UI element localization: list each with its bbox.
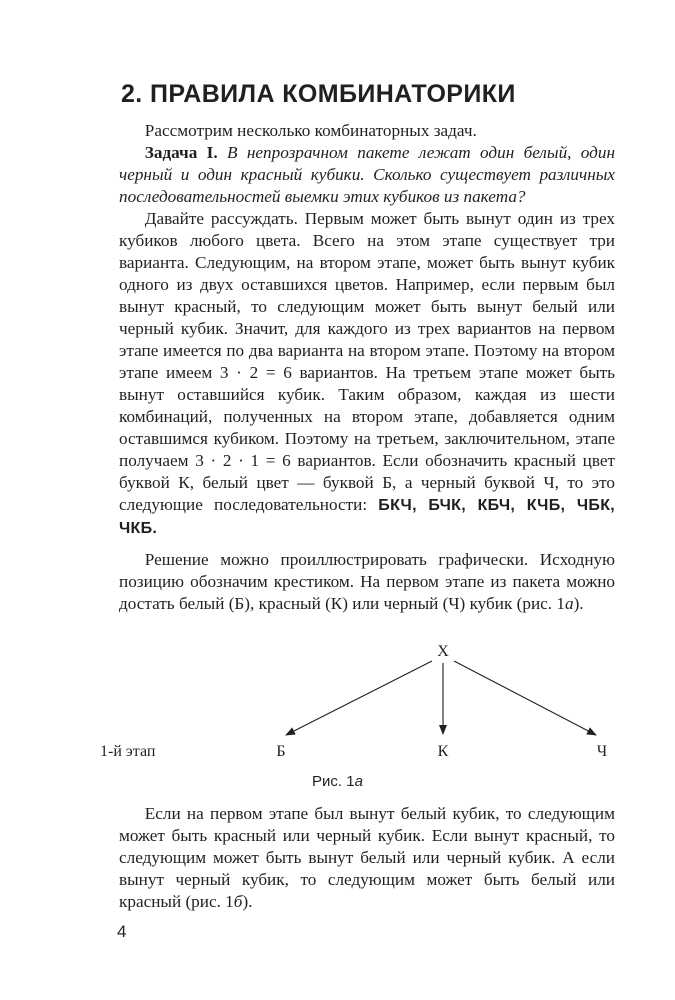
- section-title: 2. ПРАВИЛА КОМБИНАТОРИКИ: [121, 80, 516, 108]
- graphic-text-end: ).: [573, 594, 584, 613]
- task-paragraph: [119, 142, 615, 208]
- graphic-paragraph: [119, 549, 615, 615]
- reasoning-text: Давайте рассуждать. Первым может быть вынут один из трех кубиков любого цвета. Всего на этом этапе существует три варианта. Следующим, на втором этапе, может быть вынут кубик одного из двух оставшихся цветов. Например, если первым был вынут красный, то следующим может быть вынут белый или черный кубик. Значит, для каждого из трех вариантов на первом этапе имеется по два варианта на втором этапе. Поэтому на втором этапе имеем 3 · 2 = 6 вариантов. На третьем этапе может быть вынут оставшийся кубик. Таким образом, каждая из шести комбинаций, полученных на втором этапе, добавляется одним оставшимся кубиком. Поэтому на третьем, заключительном, этапе получаем 3 · 2 · 1 = 6 вариантов. Если обозначить красный цвет буквой К, белый цвет — буквой Б, а черный буквой Ч, то это следующие последовательности:: [119, 209, 615, 514]
- intro-text: Рассмотрим несколько комбинаторных задач.: [144, 121, 477, 140]
- sequences-list: БКЧ, БЧК, КБЧ, КЧБ, ЧБК, ЧКБ.: [119, 497, 616, 537]
- reasoning-paragraph: [119, 208, 615, 540]
- next-figure-ref: б: [233, 892, 243, 911]
- graphic-text: Решение можно проиллюстрировать графически. Исходную позицию обозначим крестиком. На первом этапе из пакета можно достать белый (Б), красный (К) или черный (Ч) кубик (рис. 1: [119, 550, 615, 613]
- next-text: Если на первом этапе был вынут белый кубик, то следующим может быть красный или черный кубик. Если вынут красный, то следующим может быть вынут белый или черный кубик. А если вынут черный кубик, то следующим может быть белый или красный (рис. 1: [119, 804, 615, 911]
- edge-to-b: [286, 661, 432, 735]
- leaf-b: Б: [276, 743, 286, 760]
- text-block-main: [119, 120, 615, 540]
- caption-suffix: а: [354, 773, 363, 790]
- caption-prefix: Рис. 1: [312, 773, 355, 790]
- leaf-ch: Ч: [596, 743, 608, 760]
- text-block-next: [119, 803, 615, 913]
- next-text-end: ).: [242, 892, 253, 911]
- leaf-k: К: [437, 743, 449, 760]
- root-node: Х: [437, 643, 449, 660]
- edge-to-ch: [454, 661, 596, 735]
- graphic-figure-ref: а: [564, 594, 574, 613]
- intro-paragraph: [119, 120, 615, 142]
- stage-label: 1-й этап: [100, 743, 156, 760]
- task-label: Задача I.: [144, 143, 218, 162]
- next-paragraph: [119, 803, 615, 913]
- text-block-graphic: [119, 549, 615, 615]
- tree-diagram-svg: [0, 635, 675, 785]
- figure-caption: [312, 773, 363, 790]
- task-text: В непрозрачном пакете лежат один белый, один черный и один красный кубики. Сколько существует различных последовательностей выемки этих кубиков из пакета?: [119, 143, 615, 206]
- tree-diagram: [0, 635, 675, 785]
- page-number: 4: [117, 922, 127, 941]
